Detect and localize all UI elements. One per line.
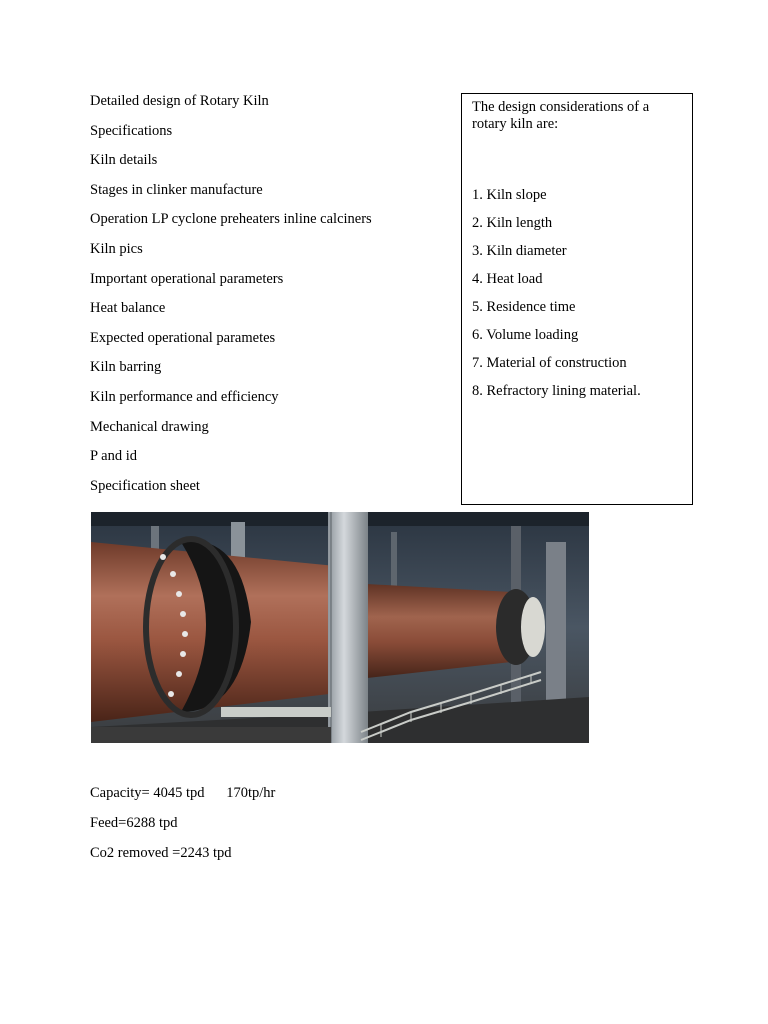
consideration-item: 1. Kiln slope (472, 187, 547, 203)
contents-item: Specification sheet (90, 477, 200, 494)
contents-item: Kiln performance and efficiency (90, 388, 279, 405)
consideration-item: 3. Kiln diameter (472, 243, 567, 259)
capacity-line: Capacity= 4045 tpd 170tp/hr (90, 785, 276, 801)
contents-item: Kiln barring (90, 359, 162, 376)
feed-line: Feed=6288 tpd (90, 815, 178, 831)
contents-item: Kiln details (90, 152, 158, 169)
consideration-item: 4. Heat load (472, 271, 543, 287)
design-considerations-intro: The design considerations of a rotary kiln are: (472, 99, 650, 132)
contents-item: Expected operational parametes (90, 329, 276, 346)
design-considerations-list (472, 187, 641, 411)
design-considerations-box (461, 93, 693, 505)
consideration-item: 2. Kiln length (472, 215, 553, 231)
contents-item: Stages in clinker manufacture (90, 181, 263, 198)
contents-item: Operation LP cyclone preheaters inline calciners (90, 211, 372, 228)
contents-item: Detailed design of Rotary Kiln (90, 93, 269, 109)
co2-removed-line: Co2 removed =2243 tpd (90, 845, 232, 861)
contents-list (90, 93, 450, 507)
contents-item: Kiln pics (90, 240, 143, 257)
contents-item: Mechanical drawing (90, 418, 209, 435)
consideration-item: 5. Residence time (472, 299, 576, 315)
rotary-kiln-photo (91, 512, 589, 743)
capacity-figures (90, 785, 275, 875)
contents-item: Specifications (90, 122, 173, 139)
consideration-item: 8. Refractory lining material. (472, 383, 641, 399)
consideration-item: 7. Material of construction (472, 355, 627, 371)
contents-item: Heat balance (90, 300, 166, 317)
contents-item: Important operational parameters (90, 270, 284, 287)
contents-item: P and id (90, 448, 137, 465)
consideration-item: 6. Volume loading (472, 327, 579, 343)
